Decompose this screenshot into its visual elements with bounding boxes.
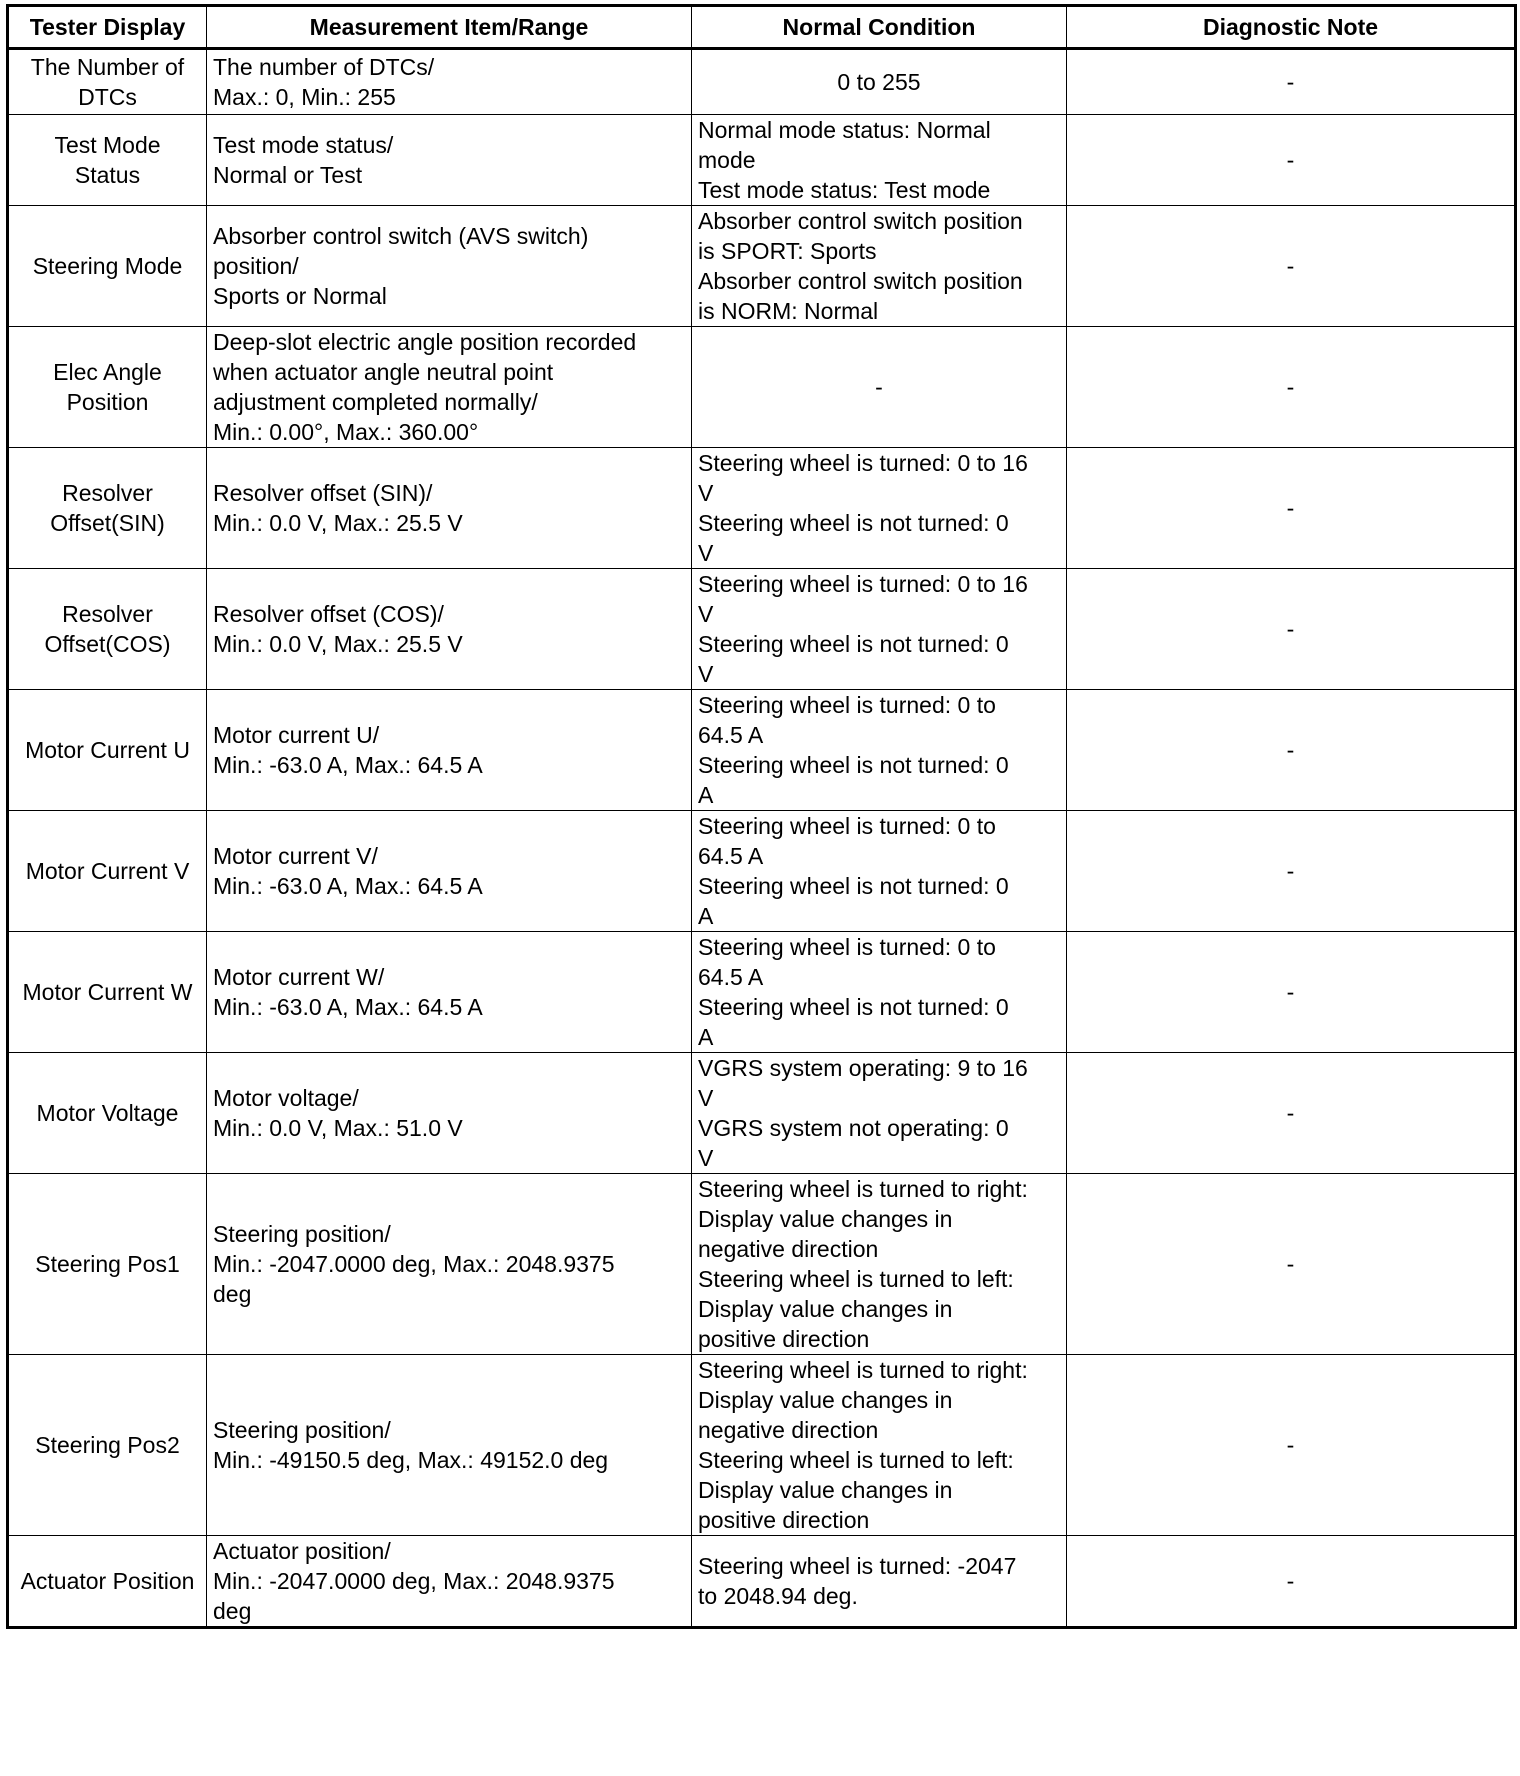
tester-display-cell — [8, 448, 207, 569]
measurement-item-line: The number of DTCs/ — [213, 54, 435, 80]
tester-display-line: Motor Current V — [25, 858, 190, 884]
normal-condition-cell — [692, 932, 1067, 1053]
normal-condition-line: Display value changes in — [698, 1387, 953, 1413]
normal-condition-line: Absorber control switch position — [698, 268, 1023, 294]
tester-display-cell — [8, 49, 207, 115]
diagnostic-note-cell: - — [1067, 448, 1516, 569]
measurement-item-line: deg — [213, 1598, 252, 1624]
normal-condition-cell — [692, 1174, 1067, 1355]
tester-display-line: Actuator Position — [20, 1568, 195, 1594]
normal-condition-line: Test mode status: Test mode — [698, 177, 991, 203]
measurement-item-line: Min.: -63.0 A, Max.: 64.5 A — [213, 752, 483, 778]
tester-display-cell — [8, 1053, 207, 1174]
measurement-item-cell — [207, 811, 692, 932]
measurement-item-line: Min.: -2047.0000 deg, Max.: 2048.9375 — [213, 1568, 615, 1594]
measurement-item-line: Min.: -63.0 A, Max.: 64.5 A — [213, 994, 483, 1020]
diagnostic-note-cell: - — [1067, 327, 1516, 448]
measurement-item-line: Min.: 0.0 V, Max.: 25.5 V — [213, 631, 463, 657]
diagnostic-note-cell: - — [1067, 115, 1516, 206]
diagnostic-note-cell: - — [1067, 932, 1516, 1053]
diagnostic-note-cell: - — [1067, 49, 1516, 115]
table-row — [8, 206, 1516, 327]
normal-condition-line: Display value changes in — [698, 1477, 953, 1503]
normal-condition-cell — [692, 690, 1067, 811]
normal-condition-line: Display value changes in — [698, 1296, 953, 1322]
tester-display-cell — [8, 811, 207, 932]
measurement-item-cell — [207, 206, 692, 327]
table-row — [8, 448, 1516, 569]
normal-condition-line: V — [698, 540, 714, 566]
tester-display-cell — [8, 1355, 207, 1536]
normal-condition-line: Steering wheel is turned to right: — [698, 1357, 1028, 1383]
normal-condition-cell — [692, 448, 1067, 569]
normal-condition-cell — [692, 49, 1067, 115]
normal-condition-line: Steering wheel is turned: 0 to 16 — [698, 450, 1028, 476]
normal-condition-line: VGRS system operating: 9 to 16 — [698, 1055, 1028, 1081]
measurement-item-cell — [207, 49, 692, 115]
table-row — [8, 1174, 1516, 1355]
measurement-item-cell — [207, 690, 692, 811]
tester-display-line: Elec Angle — [53, 359, 162, 385]
normal-condition-line: V — [698, 1145, 714, 1171]
diagnostic-note-cell: - — [1067, 1174, 1516, 1355]
normal-condition-line: is NORM: Normal — [698, 298, 879, 324]
measurement-item-cell — [207, 1174, 692, 1355]
measurement-item-cell — [207, 1536, 692, 1628]
measurement-item-cell — [207, 569, 692, 690]
normal-condition-line: Steering wheel is not turned: 0 — [698, 873, 1009, 899]
table-row — [8, 115, 1516, 206]
normal-condition-line: Display value changes in — [698, 1206, 953, 1232]
normal-condition-line: Steering wheel is turned: -2047 — [698, 1553, 1017, 1579]
measurement-item-cell — [207, 932, 692, 1053]
header-diagnostic-note: Diagnostic Note — [1067, 6, 1516, 49]
diagnostic-note-cell: - — [1067, 569, 1516, 690]
normal-condition-line: 64.5 A — [698, 964, 764, 990]
measurement-item-line: Min.: 0.0 V, Max.: 25.5 V — [213, 510, 463, 536]
measurement-item-line: Sports or Normal — [213, 283, 387, 309]
normal-condition-line: to 2048.94 deg. — [698, 1583, 858, 1609]
normal-condition-line: Steering wheel is turned to right: — [698, 1176, 1028, 1202]
normal-condition-line: is SPORT: Sports — [698, 238, 877, 264]
normal-condition-line: A — [698, 1024, 714, 1050]
table-row — [8, 1355, 1516, 1536]
measurement-item-line: Min.: -49150.5 deg, Max.: 49152.0 deg — [213, 1447, 609, 1473]
normal-condition-line: mode — [698, 147, 756, 173]
normal-condition-line: positive direction — [698, 1326, 870, 1352]
tester-display-line: Offset(SIN) — [50, 510, 165, 536]
normal-condition-line: Steering wheel is turned to left: — [698, 1447, 1014, 1473]
normal-condition-line: 64.5 A — [698, 722, 764, 748]
normal-condition-cell — [692, 327, 1067, 448]
normal-condition-line: Steering wheel is turned: 0 to — [698, 813, 996, 839]
diagnostic-note-cell: - — [1067, 1053, 1516, 1174]
tester-display-line: Motor Current U — [25, 737, 190, 763]
measurement-item-cell — [207, 115, 692, 206]
normal-condition-line: 0 to 255 — [837, 69, 921, 95]
diagnostic-note-cell: - — [1067, 1536, 1516, 1628]
measurement-item-line: Motor voltage/ — [213, 1085, 359, 1111]
normal-condition-line: V — [698, 661, 714, 687]
measurement-item-cell — [207, 327, 692, 448]
measurement-item-line: deg — [213, 1281, 252, 1307]
measurement-item-line: Steering position/ — [213, 1417, 391, 1443]
normal-condition-line: Steering wheel is turned to left: — [698, 1266, 1014, 1292]
header-measurement-item-range: Measurement Item/Range — [207, 6, 692, 49]
normal-condition-line: Steering wheel is turned: 0 to — [698, 934, 996, 960]
tester-display-line: Offset(COS) — [44, 631, 171, 657]
normal-condition-line: Steering wheel is not turned: 0 — [698, 994, 1009, 1020]
normal-condition-line: Steering wheel is not turned: 0 — [698, 510, 1009, 536]
table-row — [8, 327, 1516, 448]
diagnostic-note-cell: - — [1067, 1355, 1516, 1536]
measurement-item-line: Min.: 0.0 V, Max.: 51.0 V — [213, 1115, 463, 1141]
normal-condition-line: 64.5 A — [698, 843, 764, 869]
table-row — [8, 569, 1516, 690]
measurement-item-cell — [207, 448, 692, 569]
tester-display-cell — [8, 690, 207, 811]
tester-display-line: Test Mode — [54, 132, 161, 158]
table-row — [8, 49, 1516, 115]
tester-display-line: DTCs — [78, 84, 137, 110]
table-row — [8, 1536, 1516, 1628]
normal-condition-cell — [692, 1355, 1067, 1536]
tester-display-cell — [8, 206, 207, 327]
tester-display-line: Position — [66, 389, 149, 415]
normal-condition-line: Steering wheel is not turned: 0 — [698, 631, 1009, 657]
measurement-item-line: Min.: -63.0 A, Max.: 64.5 A — [213, 873, 483, 899]
tester-display-line: Motor Voltage — [36, 1100, 179, 1126]
table-row — [8, 690, 1516, 811]
normal-condition-cell — [692, 1053, 1067, 1174]
data-list-table-container — [6, 4, 1517, 1629]
normal-condition-line: A — [698, 782, 714, 808]
normal-condition-line: V — [698, 480, 714, 506]
normal-condition-line: VGRS system not operating: 0 — [698, 1115, 1009, 1141]
tester-display-cell — [8, 1174, 207, 1355]
header-row — [8, 6, 1516, 49]
tester-display-line: Steering Pos1 — [35, 1251, 180, 1277]
measurement-item-line: Motor current W/ — [213, 964, 385, 990]
normal-condition-line: A — [698, 903, 714, 929]
tester-display-line: Status — [74, 162, 141, 188]
normal-condition-line: negative direction — [698, 1417, 879, 1443]
measurement-item-line: Steering position/ — [213, 1221, 391, 1247]
measurement-item-line: Min.: 0.00°, Max.: 360.00° — [213, 419, 479, 445]
data-list-table — [6, 4, 1517, 1629]
header-tester-display: Tester Display — [8, 6, 207, 49]
table-row — [8, 811, 1516, 932]
normal-condition-cell — [692, 1536, 1067, 1628]
tester-display-cell — [8, 1536, 207, 1628]
header-normal-condition: Normal Condition — [692, 6, 1067, 49]
table-row — [8, 932, 1516, 1053]
tester-display-line: The Number of — [30, 54, 185, 80]
normal-condition-line: Steering wheel is not turned: 0 — [698, 752, 1009, 778]
normal-condition-line: Normal mode status: Normal — [698, 117, 991, 143]
measurement-item-line: Absorber control switch (AVS switch) — [213, 223, 589, 249]
tester-display-line: Motor Current W — [22, 979, 193, 1005]
measurement-item-line: Test mode status/ — [213, 132, 394, 158]
normal-condition-cell — [692, 569, 1067, 690]
measurement-item-line: Resolver offset (SIN)/ — [213, 480, 433, 506]
tester-display-cell — [8, 115, 207, 206]
measurement-item-line: Normal or Test — [213, 162, 363, 188]
tester-display-line: Steering Pos2 — [35, 1432, 180, 1458]
measurement-item-line: adjustment completed normally/ — [213, 389, 538, 415]
measurement-item-cell — [207, 1355, 692, 1536]
measurement-item-line: Max.: 0, Min.: 255 — [213, 84, 396, 110]
table-body — [8, 49, 1516, 1628]
normal-condition-line: Steering wheel is turned: 0 to — [698, 692, 996, 718]
normal-condition-cell — [692, 811, 1067, 932]
tester-display-line: Resolver — [62, 480, 153, 506]
diagnostic-note-cell: - — [1067, 811, 1516, 932]
measurement-item-line: Motor current V/ — [213, 843, 378, 869]
tester-display-cell — [8, 327, 207, 448]
measurement-item-line: Resolver offset (COS)/ — [213, 601, 444, 627]
diagnostic-note-cell: - — [1067, 690, 1516, 811]
measurement-item-line: position/ — [213, 253, 299, 279]
normal-condition-cell — [692, 206, 1067, 327]
measurement-item-line: Deep-slot electric angle position recorded — [213, 329, 637, 355]
measurement-item-cell — [207, 1053, 692, 1174]
diagnostic-note-cell: - — [1067, 206, 1516, 327]
table-row — [8, 1053, 1516, 1174]
tester-display-cell — [8, 569, 207, 690]
measurement-item-line: Motor current U/ — [213, 722, 380, 748]
measurement-item-line: Actuator position/ — [213, 1538, 391, 1564]
normal-condition-line: negative direction — [698, 1236, 879, 1262]
tester-display-line: Resolver — [62, 601, 153, 627]
normal-condition-line: V — [698, 1085, 714, 1111]
normal-condition-cell — [692, 115, 1067, 206]
measurement-item-line: Min.: -2047.0000 deg, Max.: 2048.9375 — [213, 1251, 615, 1277]
normal-condition-line: positive direction — [698, 1507, 870, 1533]
measurement-item-line: when actuator angle neutral point — [213, 359, 554, 385]
normal-condition-line: - — [875, 374, 883, 400]
tester-display-cell — [8, 932, 207, 1053]
tester-display-line: Steering Mode — [32, 253, 183, 279]
normal-condition-line: Absorber control switch position — [698, 208, 1023, 234]
normal-condition-line: V — [698, 601, 714, 627]
normal-condition-line: Steering wheel is turned: 0 to 16 — [698, 571, 1028, 597]
